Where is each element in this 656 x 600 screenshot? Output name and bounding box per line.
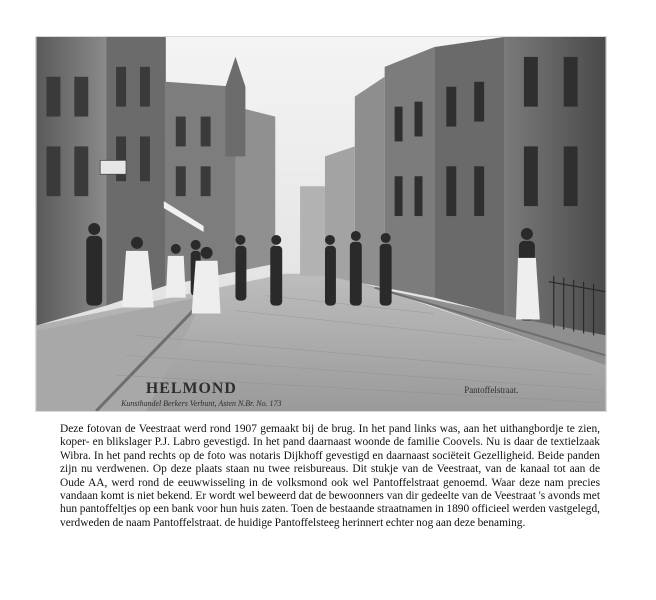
photo-caption: Deze fotovan de Veestraat werd rond 1907 gemaakt bij de brug. In het pand links was, aan het uithangbordje te zien, koper- en blikslager P.J. Labro gevestigd. In het pand daarnaast woonde de familie Coovels. Nu is daar de textielzaak Wibra. In het pand rechts op de foto was notaris Dijkhoff gevestigd en daarnaast sociëteit Gezelligheid. Beide panden zijn nu verdwenen. Op deze plaats staan nu twee reisbureaus. Dit stukje van de Veestraat, van de kanaal tot aan de Oude AA, werd rond de eeuwwisseling in de volksmond ook wel Pantoffelstraat genoemd. Waar deze nam precies vandaan komt is niet bekend. Er wordt wel beweerd dat de bewoonners van dir gedeelte van de Veestraat 's avonds met hun pantoffeltjes op een bank voor hun huis zaten. Toen de bestaande straatnamen in 1890 officieel werden vastgelegd, verdweden de naam Pantoffelstraat. de huidige Pantoffelsteeg herinnert echter nog aan deze benaming. — [60, 423, 600, 529]
right-building-second — [434, 37, 504, 316]
distant-buildings — [300, 186, 325, 276]
photo-street-label: Pantoffelstraat. — [464, 385, 519, 396]
photo-publisher-line: Kunsthandel Berkers Verbunt, Asten N.Br. No. 173 — [121, 399, 282, 409]
historic-street-photo — [35, 36, 607, 412]
labro-hanging-sign — [100, 160, 126, 174]
street-scene-illustration — [36, 37, 606, 411]
right-building-third — [385, 47, 435, 298]
photo-town-label: HELMOND — [145, 380, 237, 398]
